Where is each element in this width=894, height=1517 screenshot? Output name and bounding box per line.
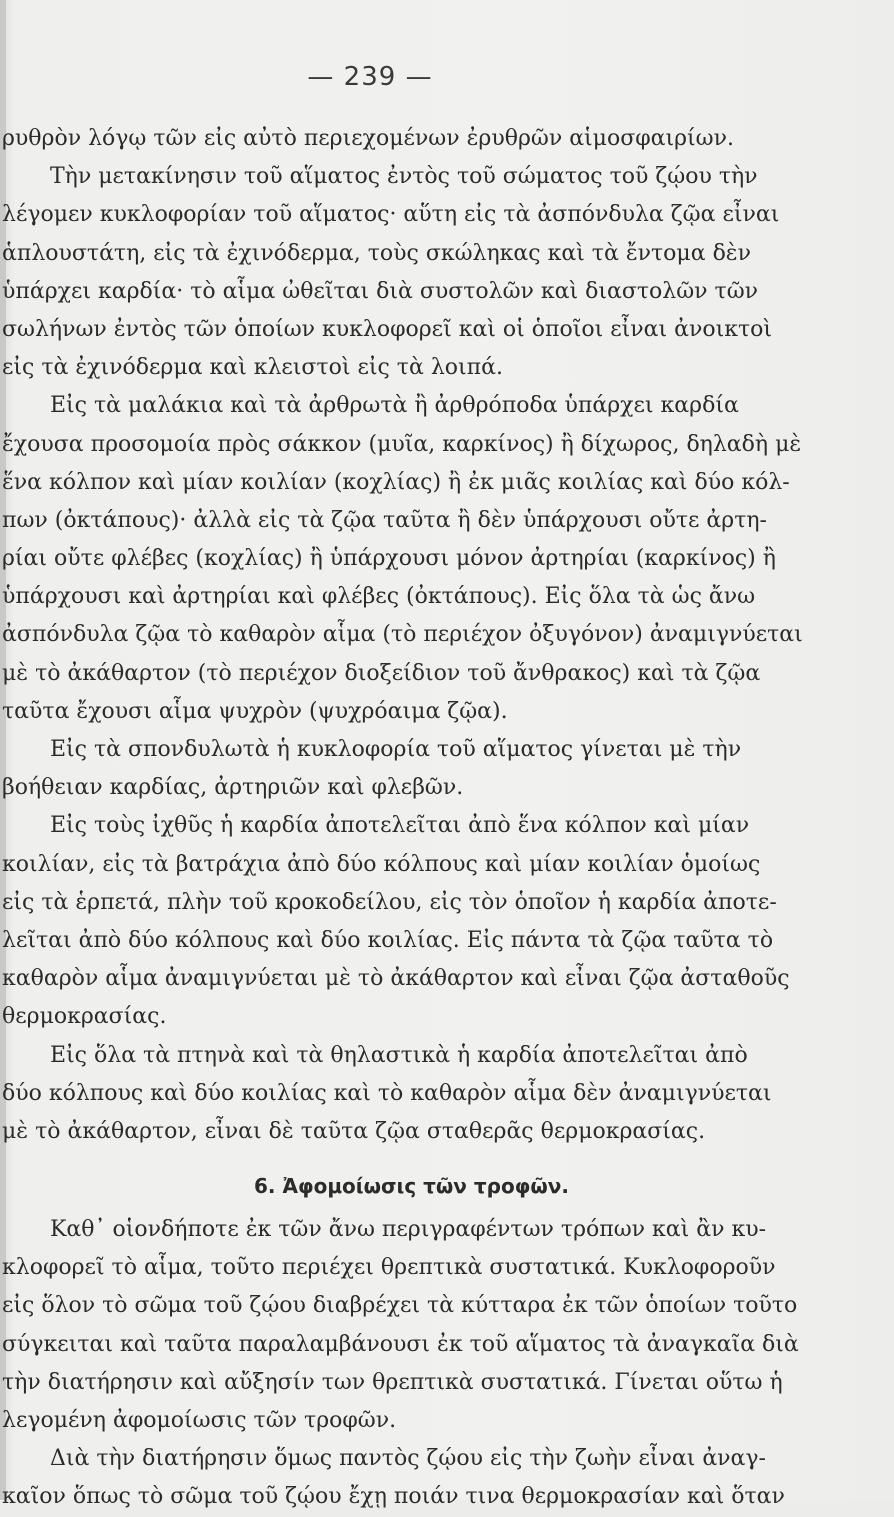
text-line: Διὰ τὴν διατήρησιν ὅμως παντὸς ζῴου εἰς τὴν ζωὴν εἶναι ἀναγ- [50,1446,766,1472]
page-number: — 239 — [307,62,433,92]
text-line: μὲ τὸ ἀκάθαρτον (τὸ περιέχον διοξείδιον τοῦ ἄνθρακος) καὶ τὰ ζῷα [2,660,761,686]
text-line: καθαρὸν αἷμα ἀναμιγνύεται μὲ τὸ ἀκάθαρτον καὶ εἶναι ζῷα ἀσταθοῦς [2,966,790,992]
text-line: κλοφορεῖ τὸ αἷμα, τοῦτο περιέχει θρεπτικὰ συστατικά. Κυκλοφοροῦν [2,1255,776,1281]
text-line: Τὴν μετακίνησιν τοῦ αἵματος ἐντὸς τοῦ σώματος τοῦ ζῴου τὴν [50,164,758,190]
text-line: Εἰς τὰ σπονδυλωτὰ ἡ κυκλοφορία τοῦ αἵματος γίνεται μὲ τὴν [50,737,742,762]
text-line: εἰς ὅλον τὸ σῶμα τοῦ ζῴου διαβρέχει τὰ κύτταρα ἐκ τῶν ὁποίων τοῦτο [2,1293,798,1319]
text-line: σύγκειται καὶ ταῦτα παραλαμβάνουσι ἐκ τοῦ αἵματος τὰ ἀναγκαῖα διὰ [2,1331,799,1357]
text-line: ὑπάρχουσι καὶ ἀρτηρίαι καὶ φλέβες (ὀκτάπους). Εἰς ὅλα τὰ ὡς ἄνω [2,584,756,610]
text-line: ταῦτα ἔχουσι αἷμα ψυχρὸν (ψυχρόαιμα ζῷα). [2,698,508,724]
section-heading: 6. Ἀφομοίωσις τῶν τροφῶν. [254,1174,569,1199]
text-line: λέγομεν κυκλοφορίαν τοῦ αἵματος· αὕτη εἰς τὰ ἀσπόνδυλα ζῷα εἶναι [2,202,780,228]
text-line: Εἰς ὅλα τὰ πτηνὰ καὶ τὰ θηλαστικὰ ἡ καρδία ἀποτελεῖται ἀπὸ [50,1042,748,1068]
text-line: θερμοκρασίας. [2,1004,167,1030]
text-line: ὑπάρχει καρδία· τὸ αἷμα ὠθεῖται διὰ συστολῶν καὶ διαστολῶν τῶν [2,278,759,304]
text-line: Εἰς τὰ μαλάκια καὶ τὰ ἀρθρωτὰ ἢ ἀρθρόποδα ὑπάρχει καρδία [50,393,739,419]
text-line: ἔχουσα προσομοία πρὸς σάκκον (μυῖα, καρκίνος) ἢ δίχωρος, δηλαδὴ μὲ [2,431,802,457]
text-line: τὴν διατήρησιν καὶ αὔξησίν των θρεπτικὰ συστατικά. Γίνεται οὕτω ἡ [2,1369,783,1395]
text-line: λεγομένη ἀφομοίωσις τῶν τροφῶν. [2,1408,397,1433]
text-line: ἁπλουστάτη, εἰς τὰ ἐχινόδερμα, τοὺς σκώληκας καὶ τὰ ἔντομα δὲν [2,240,751,266]
text-line: ρυθρὸν λόγῳ τῶν εἰς αὐτὸ περιεχομένων ἐρυθρῶν αἱμοσφαιρίων. [2,126,734,151]
text-line: λεῖται ἀπὸ δύο κόλπους καὶ δύο κοιλίας. Εἰς πάντα τὰ ζῷα ταῦτα τὸ [2,927,774,953]
body-text [2,120,882,1517]
text-line: ρίαι οὔτε φλέβες (κοχλίας) ἢ ὑπάρχουσι μόνον ἀρτηρίαι (καρκίνος) ἢ [2,546,776,572]
text-line: βοήθειαν καρδίας, ἀρτηριῶν καὶ φλεβῶν. [2,775,464,801]
text-line: εἰς τὰ ἑρπετά, πλὴν τοῦ κροκοδείλου, εἰς τὸν ὁποῖον ἡ καρδία ἀποτε- [2,889,777,915]
text-line: σωλήνων ἐντὸς τῶν ὁποίων κυκλοφορεῖ καὶ οἱ ὁποῖοι εἶναι ἀνοικτοὶ [2,316,772,342]
text-line: καῖον ὅπως τὸ σῶμα τοῦ ζῴου ἔχῃ ποιάν τινα θερμοκρασίαν καὶ ὅταν [2,1484,785,1510]
text-line: ἀσπόνδυλα ζῷα τὸ καθαρὸν αἷμα (τὸ περιέχον ὀξυγόνον) ἀναμιγνύεται [2,622,803,648]
text-line: εἰς τὰ ἐχινόδερμα καὶ κλειστοὶ εἰς τὰ λοιπά. [2,355,503,381]
text-line: Εἰς τοὺς ἰχθῦς ἡ καρδία ἀποτελεῖται ἀπὸ ἕνα κόλπον καὶ μίαν [50,813,750,839]
text-line: Καθ᾽ οἱονδήποτε ἐκ τῶν ἄνω περιγραφέντων τρόπων καὶ ἂν κυ- [50,1217,767,1243]
text-line: δύο κόλπους καὶ δύο κοιλίας καὶ τὸ καθαρὸν αἷμα δὲν ἀναμιγνύεται [2,1080,772,1106]
text-line: μὲ τὸ ἀκάθαρτον, εἶναι δὲ ταῦτα ζῷα σταθερᾶς θερμοκρασίας. [2,1118,706,1144]
text-line: κοιλίαν, εἰς τὰ βατράχια ἀπὸ δύο κόλπους καὶ μίαν κοιλίαν ὁμοίως [2,851,761,877]
text-line: ἕνα κόλπον καὶ μίαν κοιλίαν (κοχλίας) ἢ ἐκ μιᾶς κοιλίας καὶ δύο κόλ- [2,469,790,495]
text-line: πων (ὀκτάπους)· ἀλλὰ εἰς τὰ ζῷα ταῦτα ἢ δὲν ὑπάρχουσι οὔτε ἀρτη- [2,507,767,533]
